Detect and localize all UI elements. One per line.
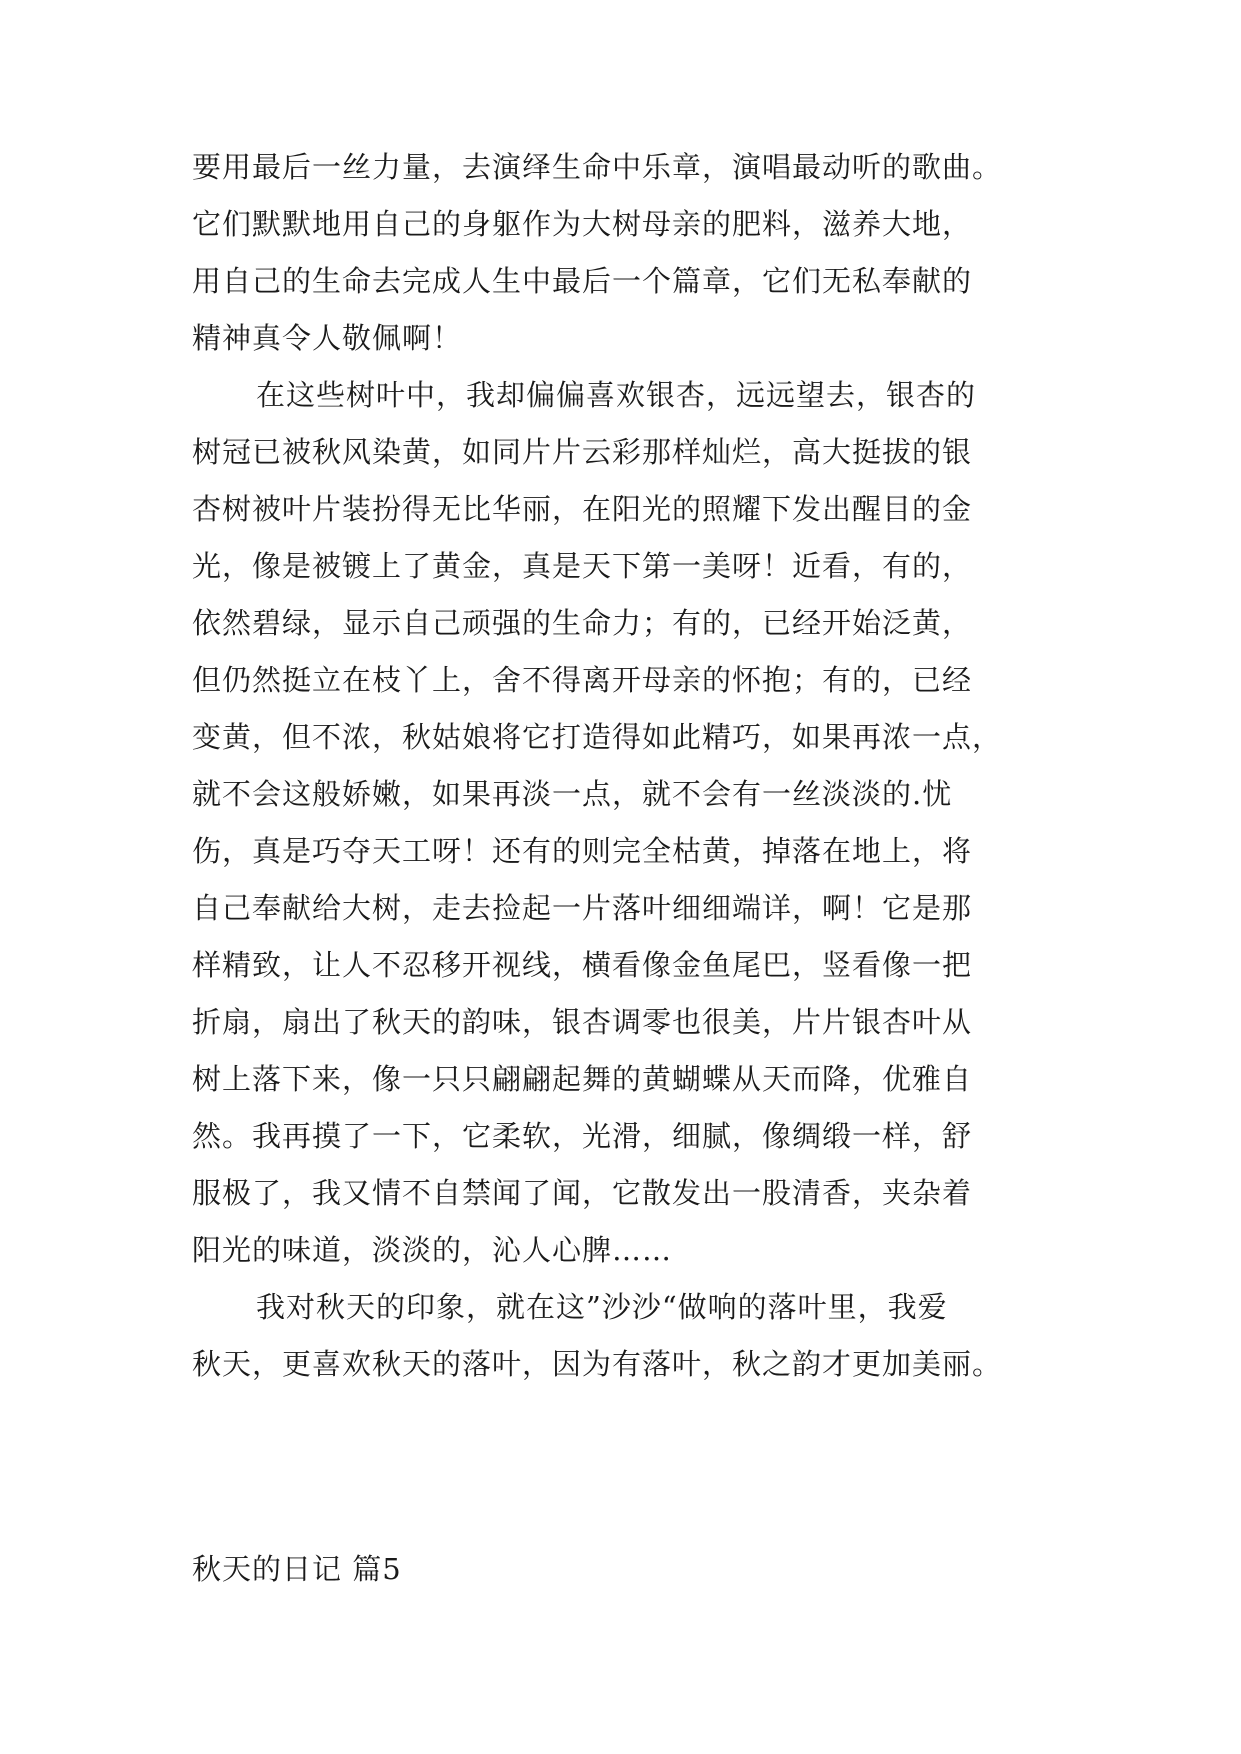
text-line: 树冠已被秋风染黄，如同片片云彩那样灿烂，高大挺拔的银 xyxy=(192,435,973,469)
text-line: 在这些树叶中，我却偏偏喜欢银杏，远远望去，银杏的 xyxy=(256,378,977,412)
text-line: 树上落下来，像一只只翩翩起舞的黄蝴蝶从天而降，优雅自 xyxy=(192,1062,973,1096)
text-line: 就不会这般娇嫩，如果再淡一点，就不会有一丝淡淡的.忧 xyxy=(192,777,953,811)
text-line: 杏树被叶片装扮得无比华丽，在阳光的照耀下发出醒目的金 xyxy=(192,492,973,526)
text-line: 要用最后一丝力量，去演绎生命中乐章，演唱最动听的歌曲。 xyxy=(192,150,1003,184)
text-line: 服极了，我又情不自禁闻了闻，它散发出一股清香，夹杂着 xyxy=(192,1176,973,1210)
text-line: 光，像是被镀上了黄金，真是天下第一美呀！近看，有的， xyxy=(192,549,973,583)
text-line: 我对秋天的印象，就在这”沙沙“做响的落叶里，我爱 xyxy=(256,1290,948,1324)
text-line: 精神真令人敬佩啊！ xyxy=(192,321,463,355)
text-line: 依然碧绿，显示自己顽强的生命力；有的，已经开始泛黄， xyxy=(192,606,973,640)
section-heading: 秋天的日记 篇5 xyxy=(192,1552,402,1586)
text-line: 变黄，但不浓，秋姑娘将它打造得如此精巧，如果再浓一点， xyxy=(192,720,1003,754)
text-line: 然。我再摸了一下，它柔软，光滑，细腻，像绸缎一样，舒 xyxy=(192,1119,973,1153)
text-line: 折扇，扇出了秋天的韵味，银杏调零也很美，片片银杏叶从 xyxy=(192,1005,973,1039)
text-line: 自己奉献给大树，走去捡起一片落叶细细端详，啊！它是那 xyxy=(192,891,973,925)
text-line: 但仍然挺立在枝丫上，舍不得离开母亲的怀抱；有的，已经 xyxy=(192,663,973,697)
text-line: 伤，真是巧夺天工呀！还有的则完全枯黄，掉落在地上，将 xyxy=(192,834,973,868)
text-line: 秋天，更喜欢秋天的落叶，因为有落叶，秋之韵才更加美丽。 xyxy=(192,1347,1003,1381)
text-line: 它们默默地用自己的身躯作为大树母亲的肥料，滋养大地， xyxy=(192,207,973,241)
text-line: 样精致，让人不忍移开视线，横看像金鱼尾巴，竖看像一把 xyxy=(192,948,973,982)
text-line: 阳光的味道，淡淡的，沁人心脾…… xyxy=(192,1233,673,1267)
text-line: 用自己的生命去完成人生中最后一个篇章，它们无私奉献的 xyxy=(192,264,973,298)
